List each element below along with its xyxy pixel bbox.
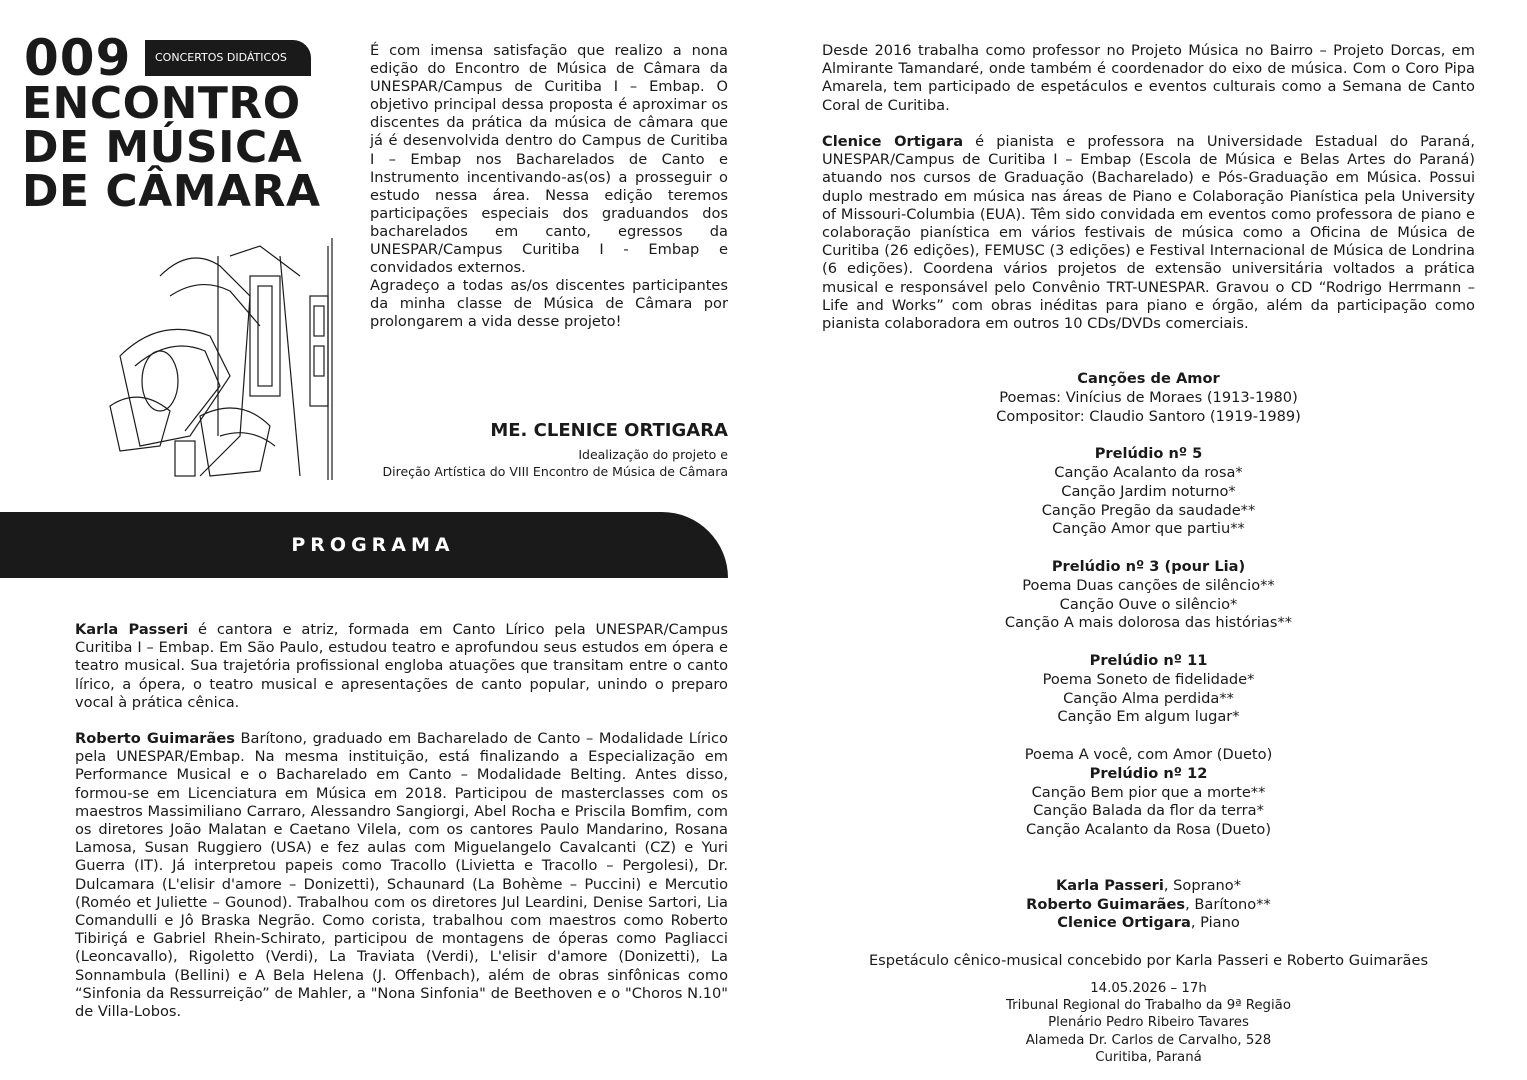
program-composer: Compositor: Claudio Santoro (1919-1989)	[996, 407, 1301, 425]
program-item: Canção Alma perdida**	[1063, 689, 1234, 707]
performer	[822, 877, 1475, 896]
event-info	[822, 980, 1475, 1066]
bio-clenice	[822, 133, 1475, 333]
bio-clenice-name: Clenice Ortigara	[822, 133, 964, 150]
bio-roberto-continued: Desde 2016 trabalha como professor no Projeto Música no Bairro – Projeto Dorcas, em Almirante Tamandaré, onde também é coordenador do eixo de música. Com o Coro Pipa Amarela, tem participado de espetáculos e eventos culturais como a Semana de Canto Coral de Curitiba.	[822, 42, 1475, 114]
performer-role: , Soprano*	[1163, 876, 1242, 894]
program-item: Canção Amor que partiu**	[1052, 520, 1245, 538]
program-block-heading: Prelúdio nº 5	[1094, 445, 1203, 463]
bio-roberto-text: Barítono, graduado em Bacharelado de Canto – Modalidade Lírico pela UNESPAR/Embap. Na mesma instituição, está finalizando a Especialização em Performance Musical e o Bacharelado em Canto – Modalidade Belting. Antes disso, formou-se em Licenciatura em Música em 2018. Participou de masterclasses com os maestros Massimiliano Carraro, Alessandro Sangiorgi, Abel Rocha e Priscila Bomfim, com os diretores João Malatan e Caetano Vilela, com os cantores Paulo Mandarino, Rosana Lamosa, Susan Ruggiero (USA) e fez aulas com Miguelangelo Cavalcanti (CZ) e Yuri Guerra (IT). Já interpretou papeis como Tracollo (Livietta e Tracollo – Pergolesi), Dr. Dulcamara (L'elisir d'amore – Donizetti), Schaunard (La Bohème – Puccini) e Mercutio (Roméo et Juliette – Gounod). Trabalhou com os diretores Jul Leardini, Denise Sartori, Lia Comandulli e Jô Braska Negrão. Como corista, trabalhou com maestros como Roberto Tibiriçá e Gabriel Rhein-Schirato, participou de montagens de óperas como Pagliacci (Leoncavallo), Rigoletto (Verdi), La Traviata (Verdi), L'elisir d'amore (Donizetti), La Sonnambula (Bellini) e A Bela Helena (J. Offenbach), além de obras sinfônicas como “Sinfonia da Ressurreição” de Mahler, a "Nona Sinfonia" de Beethoven e o "Choros N.10" de Villa-Lobos.	[75, 730, 728, 1021]
series-badge: CONCERTOS DIDÁTICOS	[145, 40, 311, 76]
event-title	[22, 78, 352, 217]
event-room: Plenário Pedro Ribeiro Tavares	[1048, 1015, 1249, 1031]
program-title: Canções de Amor	[1077, 370, 1220, 387]
program-item: Canção Acalanto da rosa*	[1054, 463, 1243, 481]
program-concept: Espetáculo cênico-musical concebido por Karla Passeri e Roberto Guimarães	[868, 951, 1429, 969]
signature-role-1: Idealização do projeto e	[578, 447, 728, 462]
program-item: Canção Ouve o silêncio*	[1059, 595, 1238, 613]
performer-name: Clenice Ortigara	[1057, 914, 1191, 932]
performer-name: Roberto Guimarães	[1026, 895, 1186, 913]
event-datetime: 14.05.2026 – 17h	[1090, 981, 1207, 996]
program-item: Canção A mais dolorosa das histórias**	[1004, 614, 1293, 632]
program-item: Canção Bem pior que a morte**	[1031, 783, 1266, 801]
program-item: Poema Duas canções de silêncio**	[1022, 576, 1275, 594]
performer-role: , Barítono**	[1185, 895, 1271, 913]
program-item: Canção Pregão da saudade**	[1041, 501, 1256, 519]
program-block-heading: Prelúdio nº 12	[1089, 764, 1208, 782]
intro-paragraph-2: Agradeço a todas as/os discentes participantes da minha classe de Música de Câmara por prolongarem a vida desse projeto!	[370, 277, 728, 331]
event-title-line-3: DE CÂMARA	[22, 166, 321, 217]
bio-clenice-text: é pianista e professora na Universidade Estadual do Paraná, UNESPAR/Campus de Curitiba I – Embap (Escola de Música e Belas Artes do Paraná) atuando nos cursos de Graduação (Bacharelado) e Pós-Graduação em Música. Possui duplo mestrado em música nas áreas de Piano e Colaboração Pianística pela University of Missouri-Columbia (EUA). Têm sido convidada em eventos como professora de piano e colaboração pianística em vários festivais de música como a Oficina de Música de Curitiba (26 edições), FEMUSC (3 edições) e Festival Internacional de Música de Londrina (6 edições). Coordena vários projetos de extensão universitária voltados a prática musical e responsável pelo Convênio TRT-UNESPAR. Gravou o CD “Rodrigo Herrmann – Life and Works” com obras inéditas para piano e órgão, além da participação como pianista colaboradora em outros 10 CDs/DVDs comerciais.	[822, 133, 1475, 333]
event-venue: Tribunal Regional do Trabalho da 9ª Região	[1006, 998, 1291, 1014]
performer	[822, 896, 1475, 915]
bio-karla	[75, 621, 728, 712]
program-item: Canção Jardim noturno*	[1061, 482, 1236, 500]
bio-roberto	[75, 730, 728, 1021]
program-listing	[822, 370, 1475, 971]
event-city: Curitiba, Paraná	[1095, 1049, 1202, 1065]
bio-karla-name: Karla Passeri	[75, 621, 189, 638]
edition-number: 009	[24, 29, 132, 87]
performer-name: Karla Passeri	[1055, 876, 1164, 894]
program-item: Canção Acalanto da Rosa (Dueto)	[1025, 821, 1272, 839]
program-item: Canção Em algum lugar*	[1057, 708, 1240, 726]
event-title-line-1: ENCONTRO	[22, 78, 301, 129]
signature-role-2: Direção Artística do VIII Encontro de Música de Câmara	[382, 464, 728, 479]
program-item: Poema Soneto de fidelidade*	[1042, 670, 1255, 688]
program-poems: Poemas: Vinícius de Moraes (1913-1980)	[999, 388, 1298, 406]
program-duet-poem: Poema A você, com Amor (Dueto)	[1024, 745, 1273, 763]
bio-karla-text: é cantora e atriz, formada em Canto Lírico pela UNESPAR/Campus Curitiba I – Embap. Em São Paulo, estudou teatro e aprofundou seus estudos em ópera e teatro musical. Sua trajetória profissional engloba atuações que transitam entre o canto lírico, a ópera, o teatro musical e apresentações de canto popular, unindo o preparo vocal à prática cênica.	[75, 621, 728, 711]
intro-paragraph-1: É com imensa satisfação que realizo a nona edição do Encontro de Música de Câmara da UNESPAR/Campus de Curitiba I – Embap. O objetivo principal dessa proposta é aproximar os discentes da prática da música de câmara que já é desenvolvida dentro do Campus de Curitiba I – Embap nos Bacharelados de Canto e Instrumento incentivando-as(os) a prosseguir o estudo nessa área. Nessa edição teremos participações especiais dos graduandos dos bacharelados em canto, egressos da UNESPAR/Campus Curitiba I - Embap e convidados externos.	[370, 42, 728, 277]
event-title-line-2: DE MÚSICA	[22, 122, 303, 173]
program-banner-title: PROGRAMA	[291, 534, 455, 556]
performer	[822, 914, 1475, 933]
bio-roberto-name: Roberto Guimarães	[75, 730, 235, 747]
signature-name: ME. CLENICE ORTIGARA	[490, 420, 728, 441]
program-block-heading: Prelúdio nº 3 (pour Lia)	[1051, 557, 1246, 575]
program-block-heading: Prelúdio nº 11	[1089, 651, 1208, 669]
intro-text	[370, 42, 728, 332]
program-item: Canção Balada da flor da terra*	[1033, 802, 1264, 820]
event-address: Alameda Dr. Carlos de Carvalho, 528	[1025, 1032, 1272, 1048]
musicians-line-art	[100, 236, 336, 480]
performer-role: , Piano	[1190, 914, 1240, 932]
